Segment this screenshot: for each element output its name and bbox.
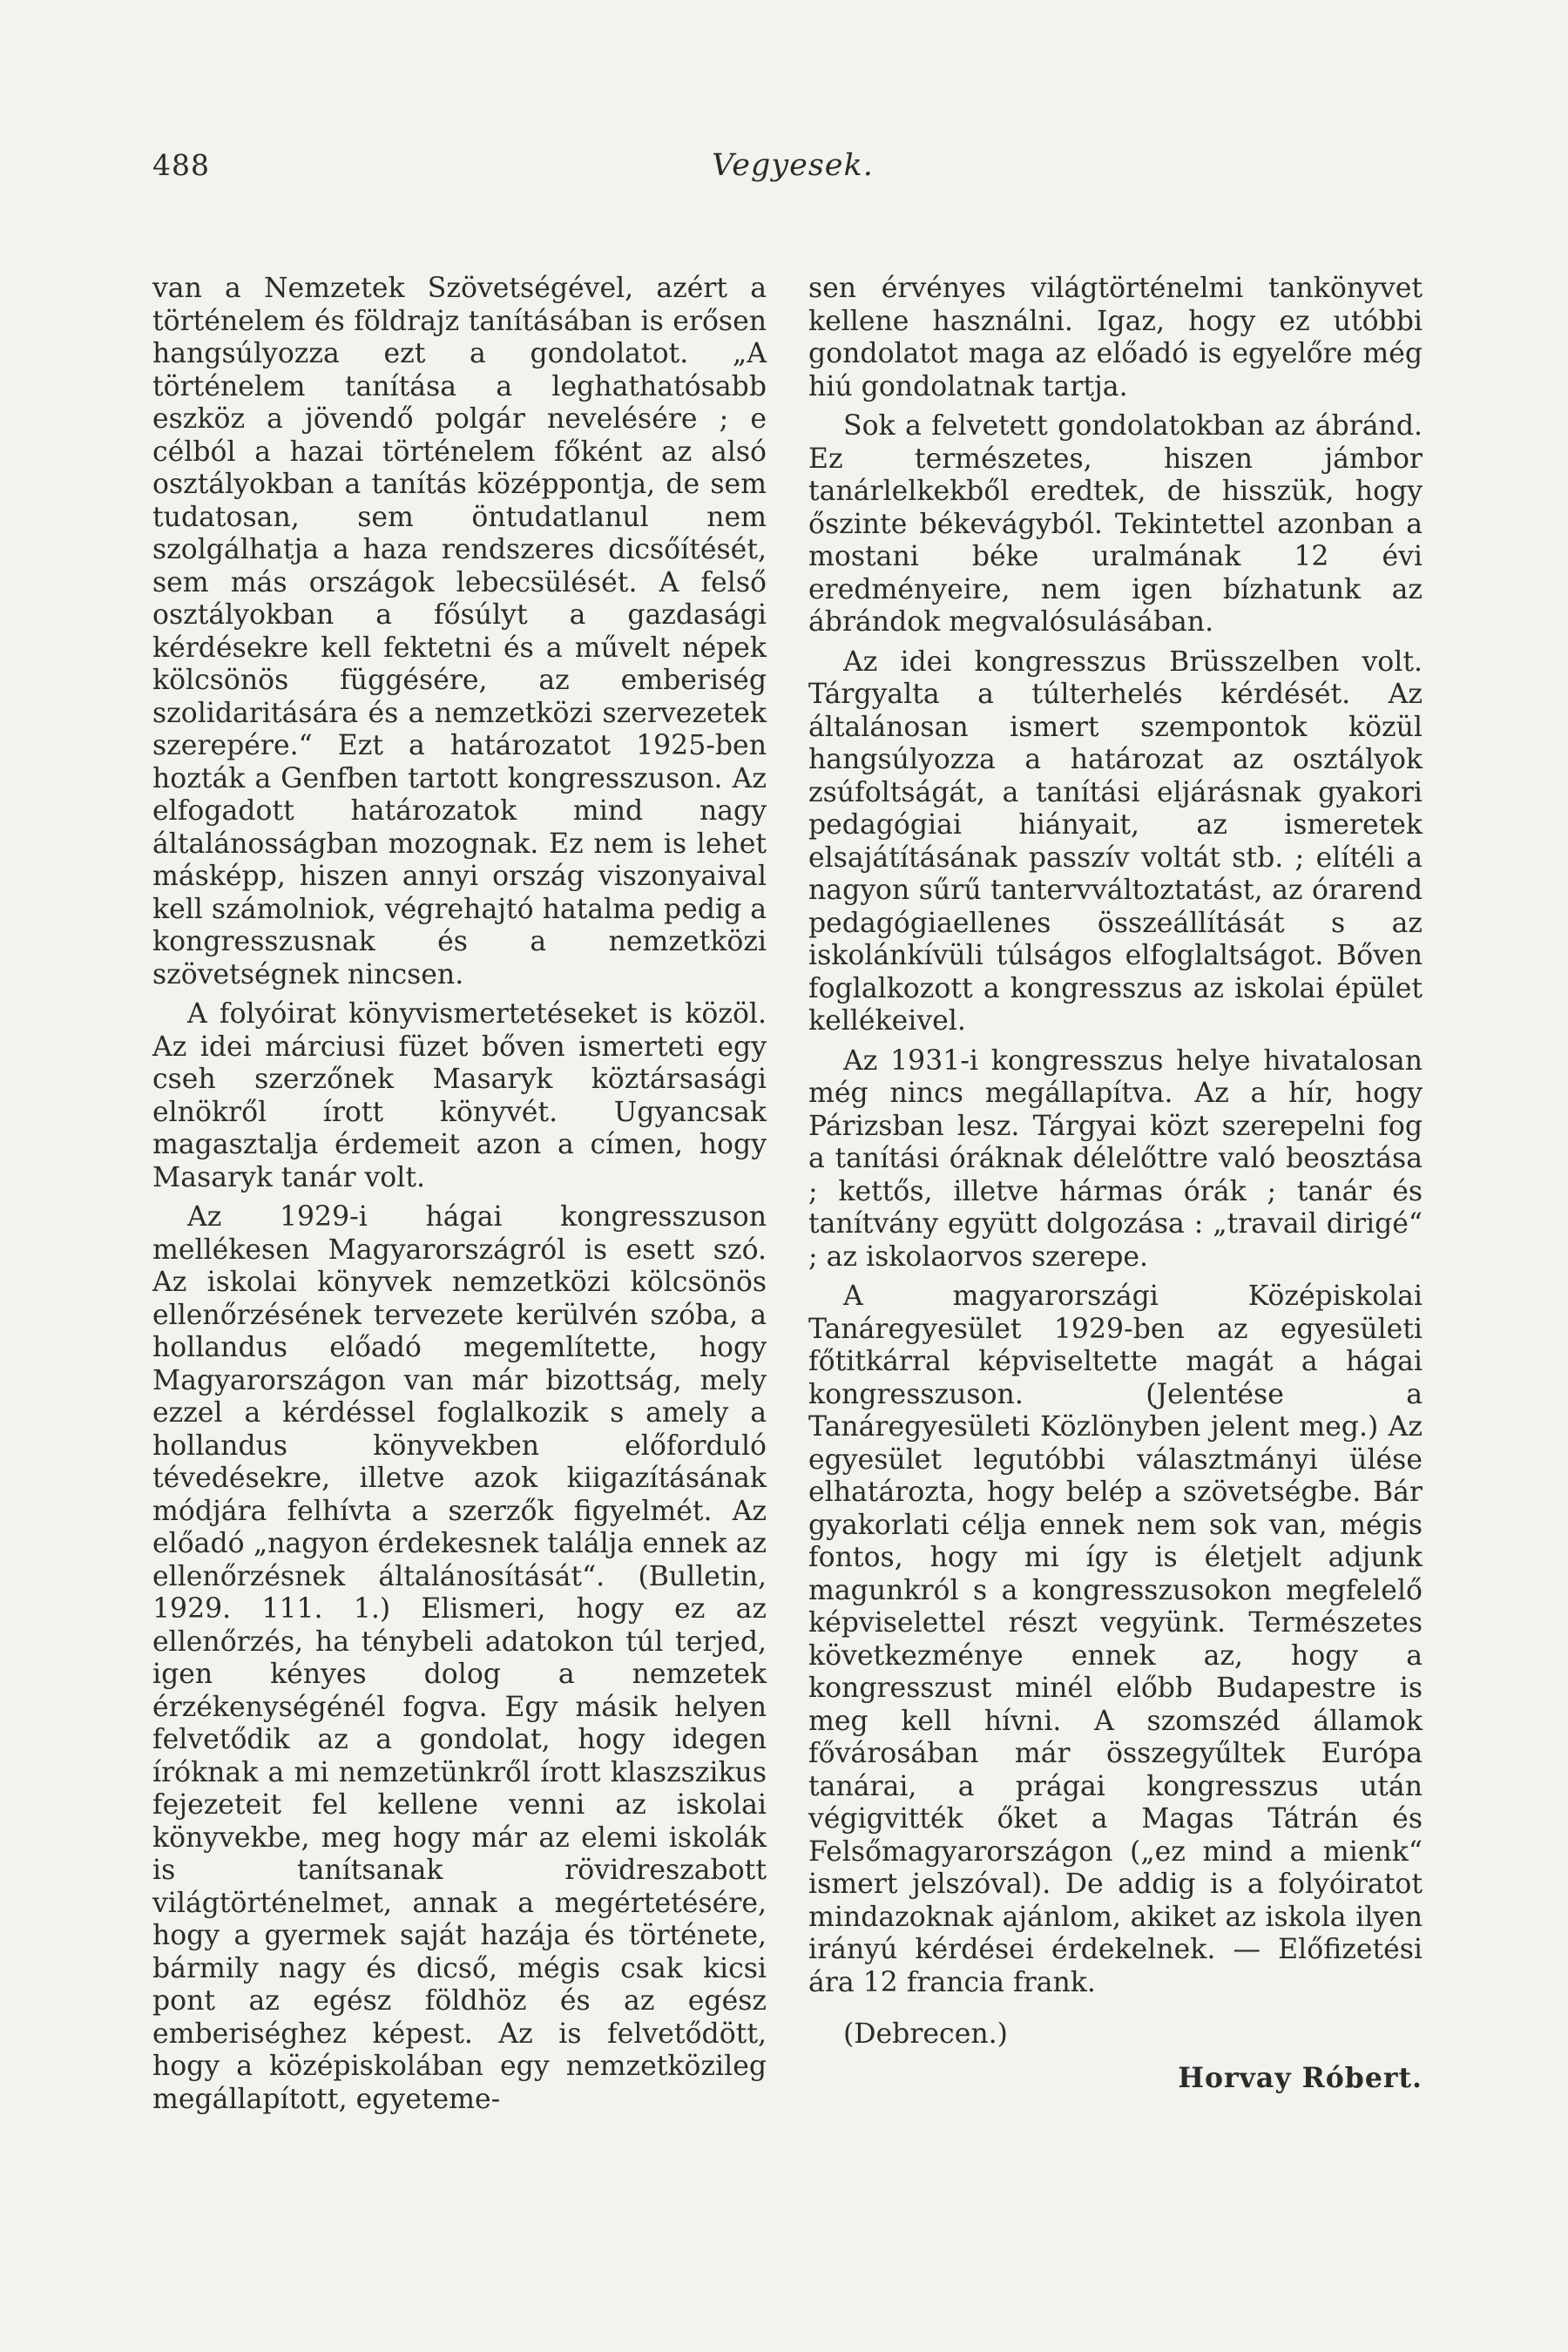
paragraph: A magyarországi Középiskolai Tanáregyesület 1929-ben az egyesületi főtitkárral képviseltette magát a hágai kongresszuson. (Jelentése a Tanáregyesületi Közlönyben jelent meg.) Az egyesület legutóbbi választmányi ülése elhatározta, hogy belép a szövetségbe. Bár gyakorlati célja ennek nem sok van, mégis fontos, hogy mi így is életjelt adjunk magunkról s a kongresszusokon megfelelő képviselettel részt vegyünk. Természetes következménye ennek az, hogy a kongresszust minél előbb Budapestre is meg kell hívni. A szomszéd államok fővárosában már összegyűltek Európa tanárai, a prágai kongresszus után végigvitték őket a Magas Tátrán és Felsőmagyarországon („ez mind a mienk“ ismert jelszóval). De addig is a folyóiratot mindazoknak ajánlom, akiket az iskola ilyen irányú kérdései érdekelnek. — Előfizetési ára 12 francia frank. [808, 1281, 1423, 1998]
page-header [152, 148, 1433, 192]
paragraph: Az 1929-i hágai kongresszuson mellékesen Magyarországról is esett szó. Az iskolai könyvek nemzetközi kölcsönös ellenőrzésének tervezete kerülvén szóba, a hollandus előadó megemlítette, hogy Magyarországon van már bizottság, mely ezzel a kérdéssel foglalkozik s amely a hollandus könyvekben előforduló tévedésekre, illetve azok kiigazításának módjára felhívta a szerzők figyelmét. Az előadó „nagyon érdekesnek találja ennek az ellenőrzésnek általánosítását“. (Bulletin, 1929. 111. 1.) Elismeri, hogy ez az ellenőrzés, ha ténybeli adatokon túl terjed, igen kényes dolog a nemzetek érzékenységénél fogva. Egy másik helyen felvetődik az a gondolat, hogy idegen íróknak a mi nemzetünkről írott klaszszikus fejezeteit fel kellene venni az iskolai könyvekbe, meg hogy már az elemi iskolák is tanítsanak rövidreszabott világtörténelmet, annak a megértetésére, hogy a gyermek saját hazája és története, bármily nagy és dicső, mégis csak kicsi pont az egész földhöz és az egész emberiséghez képest. Az is felvetődött, hogy a középiskolában egy nemzetközileg megállapított, egyeteme- [152, 1201, 767, 2115]
paragraph: A folyóirat könyvismertetéseket is közöl. Az idei márciusi füzet bőven ismerteti egy cseh szerzőnek Masaryk köztársasági elnökről írott könyvét. Ugyancsak magasztalja érdemeit azon a címen, hogy Masaryk tanár volt. [152, 998, 767, 1193]
left-column [152, 273, 767, 2116]
paragraph: van a Nemzetek Szövetségével, azért a történelem és földrajz tanításában is erősen hangsúlyozza ezt a gondolatot. „A történelem tanítása a leghathatósabb eszköz a jövendő polgár nevelésére ; e célból a hazai történelem főként az alsó osztályokban a tanítás középpontja, de sem tudatosan, sem öntudatlanul nem szolgálhatja a haza rendszeres dicsőítését, sem más országok lebecsülését. A felső osztályokban a fősúlyt a gazdasági kérdésekre kell fektetni és a művelt népek kölcsönös függésére, az emberiség szolidaritására és a nemzetközi szervezetek szerepére.“ Ezt a határozatot 1925-ben hozták a Genfben tartott kongresszuson. Az elfogadott határozatok mind nagy általánosságban mozognak. Ez nem is lehet másképp, hiszen annyi ország viszonyaival kell számolniok, végrehajtó hatalma pedig a kongresszusnak és a nemzetközi szövetségnek nincsen. [152, 273, 767, 990]
page-number: 488 [152, 148, 210, 182]
right-column [808, 273, 1423, 2094]
place-note: (Debrecen.) [843, 2018, 1008, 2050]
paragraph: Az 1931-i kongresszus helye hivatalosan még nincs megállapítva. Az a hír, hogy Párizsban lesz. Tárgyai közt szerepelni fog a tanítási óráknak délelőttre való beosztása ; kettős, illetve hármas órák ; tanár és tanítvány együtt dolgozása : „travail dirigé“ ; az iskolaorvos szerepe. [808, 1044, 1423, 1273]
author-signature: Horvay Róbert. [1178, 2061, 1423, 2094]
paragraph: Az idei kongresszus Brüsszelben volt. Tárgyalta a túlterhelés kérdését. Az általánosan ismert szempontok közül hangsúlyozza a határozat az osztályok zsúfoltságát, a tanítási eljárásnak gyakori pedagógiai hiányait, az ismeretek elsajátításának passzív voltát stb. ; elítéli a nagyon sűrű tantervváltoztatást, az órarend pedagógiaellenes összeállítását s az iskolánkívüli túlságos elfoglaltságot. Bőven foglalkozott a kongresszus az iskolai épület kellékeivel. [808, 645, 1423, 1037]
paragraph: Sok a felvetett gondolatokban az ábránd. Ez természetes, hiszen jámbor tanárlelkekből eredtek, de hisszük, hogy őszinte békevágyból. Tekintettel azonban a mostani béke uralmának 12 évi eredményeire, nem igen bízhatunk az ábrándok megvalósulásában. [808, 410, 1423, 638]
running-head: Vegyesek. [712, 148, 874, 183]
paragraph: sen érvényes világtörténelmi tankönyvet kellene használni. Igaz, hogy ez utóbbi gondolatot maga az előadó is egyelőre még hiú gondolatnak tartja. [808, 273, 1423, 402]
